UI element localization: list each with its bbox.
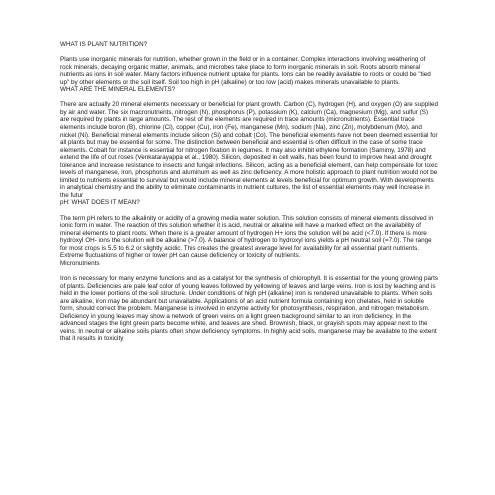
paragraph-plant-nutrition: Plants use inorganic minerals for nutrition, whether grown in the field or in a container. Complex interactions involving weathering of rock minerals, decaying organic matter, animals, and microbes take place to form inorganic minerals in soil. Roots absorb mineral nutrients as ions in soil water. Many factors influence nutrient uptake for plants. Ions can be readily available to roots or could be "tied up" by other elements or the soil itself. Soil too high in pH (alkaline) or too low (acid) makes minerals unavailable to plants. [60,56,431,86]
heading-plant-nutrition: WHAT IS PLANT NUTRITION? [60,41,148,48]
paragraph-iron-manganese: Iron is necessary for many enzyme functions and as a catalyst for the synthesis of chlorophyll. It is essential for the young growing parts of plants. Deficiencies are pale leaf color of young leaves followed by yellowing of leaves and large veins. Iron is lost by leaching and is held in the lower portions of the soil structure. Under conditions of high pH (alkaline) iron is rendered unavailable to plants. When soils are alkaline, iron may be abundant but unavailable. Applications of an acid nutrient formula containing iron chelates, held in soluble form, should correct the problem. Manganese is involved in enzyme activity for photosynthesis, respiration, and nitrogen metabolism. Deficiency in young leaves may show a network of green veins on a light green background similar to an iron deficiency. In the advanced stages the light green parts become white, and leaves are shed. Brownish, black, or grayish spots may appear next to the veins. In neutral or alkaline soils plants often show deficiency symptoms. In highly acid soils, manganese may be available to the extent that it results in toxicity [60,274,438,343]
heading-ph: pH: WHAT DOES IT MEAN? [60,199,140,207]
paragraph-ph: The term pH refers to the alkalinity or acidity of a growing media water solution. This solution consists of mineral elements dissolved in ionic form in water. The reaction of this solution whether it is acid, neutral or alkaline will have a marked effect on the availability of mineral elements to plant roots. When there is a greater amount of hydrogen H+ ions the solution will be acid (<7.0). If there is more hydroxyl OH- ions the solution will be alkaline (>7.0). A balance of hydrogen to hydroxyl ions yields a pH neutral soil (=7.0). The range for most crops is 5.5 to 6.2 or slightly acidic. This creates the greatest average level for availability for all essential plant nutrients. Extreme fluctuations of higher or lower pH can cause deficiency or toxicity of nutrients. [60,214,434,260]
document-page [60,41,438,343]
heading-micronutrients: Micronutrients [60,259,100,267]
heading-mineral-elements: WHAT ARE THE MINERAL ELEMENTS? [60,86,176,94]
paragraph-mineral-elements: There are actually 20 mineral elements necessary or beneficial for plant growth. Carbon (C), hydrogen (H), and oxygen (O) are supplied by air and water. The six macronutrients, nitrogen (N), phosphorus (P), potassium (K), calcium (Ca), magnesium (Mg), and sulfur (S) are required by plants in large amounts. The rest of the elements are required in trace amounts (micronutrients). Essential trace elements include boron (B), chlorine (Cl), copper (Cu), iron (Fe), manganese (Mn), sodium (Na), zinc (Zn), molybdenum (Mo), and nickel (Ni). Beneficial mineral elements include silicon (Si) and cobalt (Co). The beneficial elements have not been deemed essential for all plants but may be essential for some. The distinction between beneficial and essential is often difficult in the case of some trace elements. Cobalt for instance is essential for nitrogen fixation in legumes. It may also inhibit ethylene formation (Samimy, 1978) and extend the life of cut roses (Venkatarayappa et al., 1980). Silicon, deposited in cell walls, has been found to improve heat and drought tolerance and increase resistance to insects and fungal infections. Silicon, acting as a beneficial element, can help compensate for toxic levels of manganese, iron, phosphorus and aluminum as well as zinc deficiency. A more holistic approach to plant nutrition would not be limited to nutrients essential to survival but would include mineral elements at levels beneficial for optimum growth. With developments in analytical chemistry and the ability to eliminate contaminants in nutrient cultures, the list of essential elements may well increase in the futur [60,101,438,199]
